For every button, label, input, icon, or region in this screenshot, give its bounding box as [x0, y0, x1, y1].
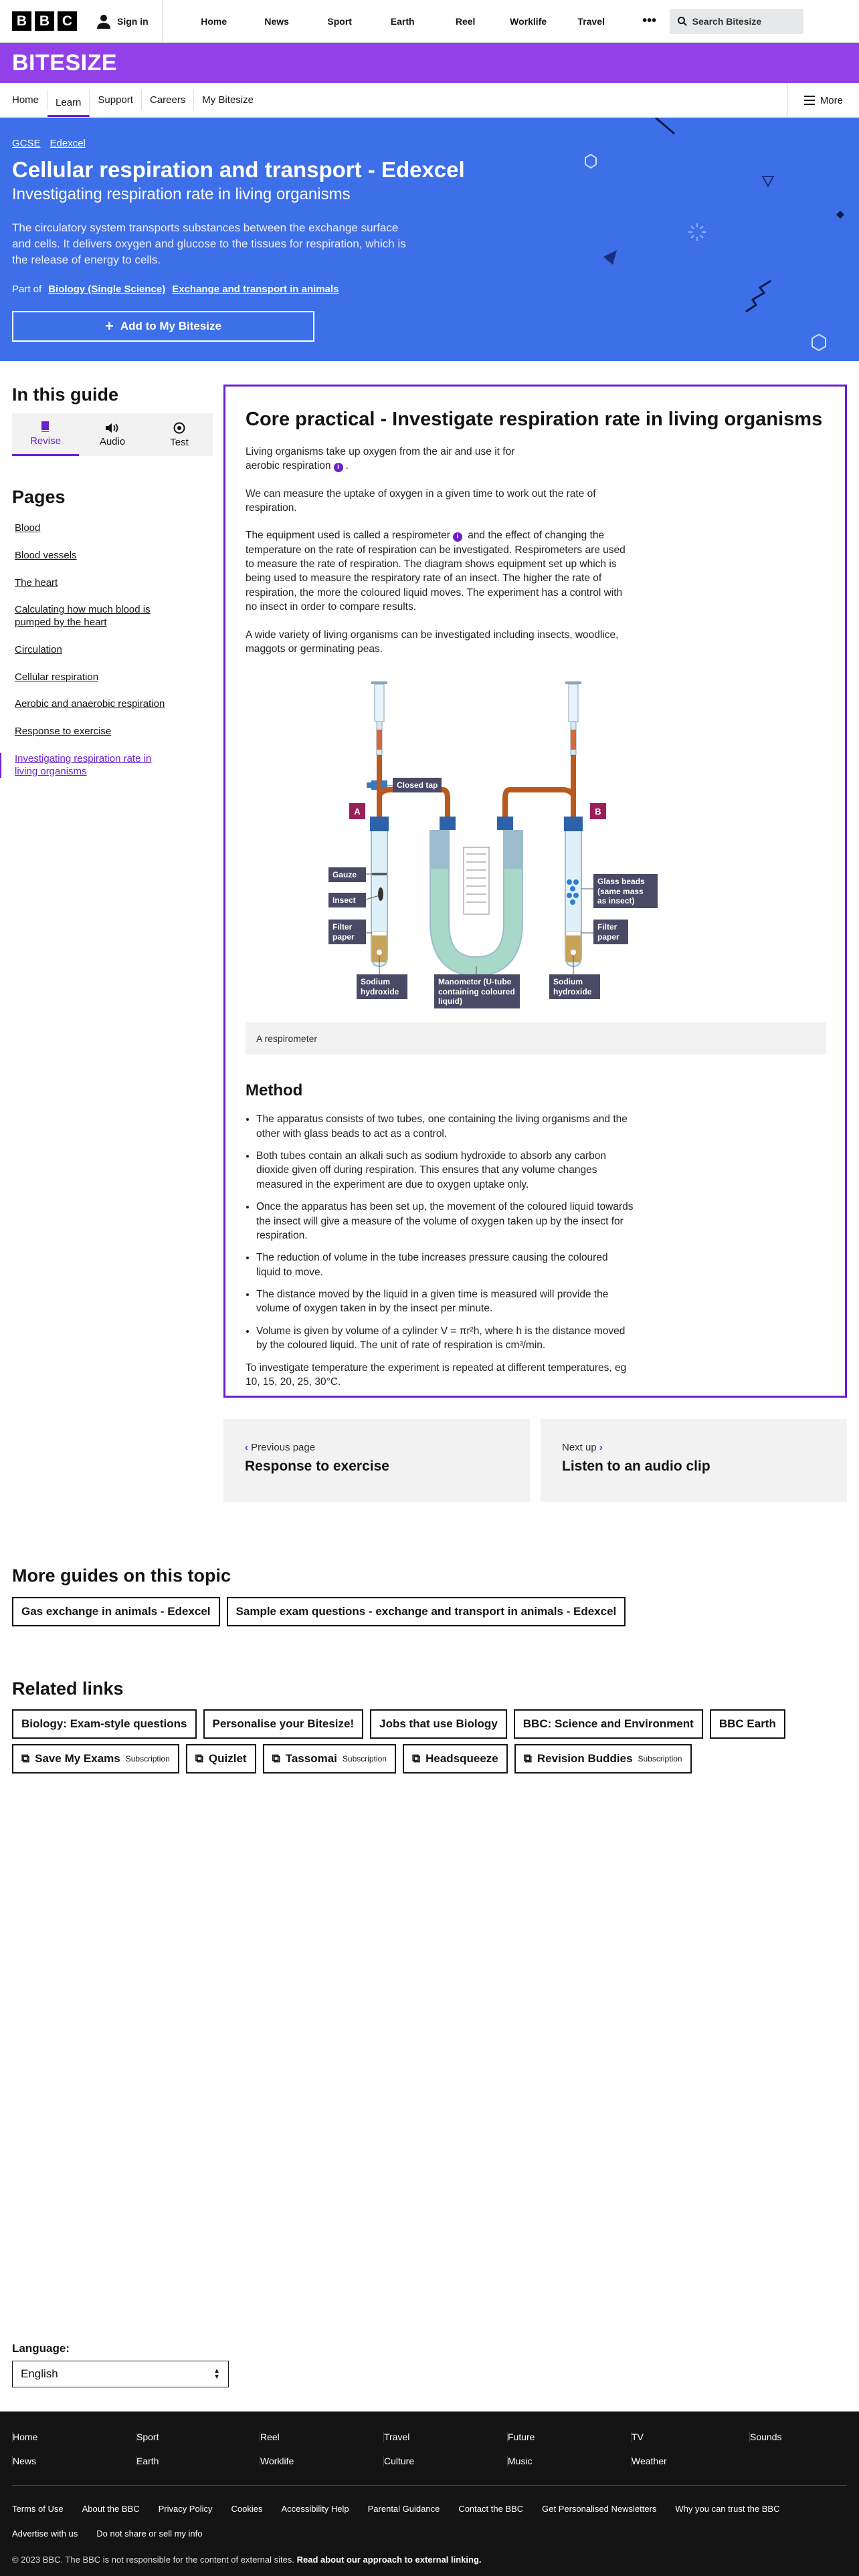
partof-label: Part of: [12, 284, 42, 296]
external-link-icon: ⧉: [21, 1752, 30, 1765]
article-paragraph: We can measure the uptake of oxygen in a given time to work out the rate of respiration.: [246, 488, 596, 514]
search-icon: [678, 17, 687, 26]
footer-link[interactable]: Reel: [260, 2432, 383, 2442]
external-link[interactable]: [514, 1744, 692, 1774]
link-label: Tassomai: [285, 1752, 337, 1765]
page-link-cellular-respiration[interactable]: Cellular respiration: [15, 671, 99, 683]
search-input[interactable]: [670, 9, 803, 34]
language-select[interactable]: [12, 2361, 229, 2387]
next-label-text: Next up: [562, 1442, 597, 1453]
pages-heading: Pages: [12, 487, 66, 507]
subnav-more-button[interactable]: [787, 83, 859, 118]
signin-label: Sign in: [117, 15, 149, 27]
quiz-icon: [173, 422, 185, 434]
footer-link[interactable]: Future: [507, 2432, 631, 2442]
more-menu-icon[interactable]: •••: [642, 13, 657, 28]
footer-link[interactable]: Sport: [136, 2432, 260, 2442]
footer-link[interactable]: Earth: [136, 2456, 260, 2466]
label-manometer: Manometer (U-tube containing coloured liquid): [434, 974, 520, 1008]
article-content: [223, 385, 847, 1398]
book-icon: [40, 421, 51, 433]
tab-label: Test: [170, 436, 189, 448]
footer-legal-link[interactable]: Do not share or sell my info: [96, 2529, 203, 2539]
subscription-tag: Subscription: [638, 1754, 682, 1763]
footer-nav: [12, 2432, 782, 2466]
decorative-shapes-icon: [569, 118, 859, 361]
external-link-icon: ⧉: [523, 1752, 532, 1765]
next-page-card[interactable]: [541, 1419, 847, 1502]
label-filter-paper-right: Filter paper: [593, 920, 628, 944]
footer-legal-link[interactable]: Why you can trust the BBC: [675, 2504, 780, 2514]
external-link-icon: ⧉: [272, 1752, 280, 1765]
more-guides-list: [12, 1597, 632, 1626]
partof-link-biology[interactable]: Biology (Single Science): [48, 284, 166, 296]
external-link[interactable]: [403, 1744, 508, 1774]
guide-link-sample-exam[interactable]: Sample exam questions - exchange and transport in animals - Edexcel: [227, 1597, 626, 1626]
related-link[interactable]: BBC Earth: [710, 1709, 785, 1739]
tab-label: Audio: [99, 435, 126, 447]
more-label: More: [820, 94, 843, 106]
global-nav: [183, 16, 623, 27]
external-link-icon: ⧉: [411, 1752, 421, 1765]
nav-sport[interactable]: Sport: [327, 15, 352, 27]
nav-home[interactable]: Home: [201, 15, 227, 27]
subnav-support[interactable]: Support: [90, 90, 142, 110]
paragraph-text: and the effect of changing the temperature on the rate of respiration can be investigated. Respirometers are used to measure the rate of respiration. The diagram shows equipment set up which is being used to measure the respiratory rate of an insect. The higher the rate of respiration, the more the coloured liquid moves. The experiment has a control with no insect in order to compare results.: [246, 530, 626, 613]
page-link-aerobic-anaerobic[interactable]: Aerobic and anaerobic respiration: [15, 698, 165, 710]
signin-link[interactable]: [97, 0, 163, 43]
related-link[interactable]: BBC: Science and Environment: [514, 1709, 703, 1739]
logo-letter: C: [58, 11, 77, 31]
label-glass-beads: Glass beads (same mass as insect): [593, 874, 658, 908]
bitesize-logo[interactable]: BITESIZE: [0, 43, 859, 83]
nav-reel[interactable]: Reel: [455, 15, 476, 27]
page-subtitle: Investigating respiration rate in living organisms: [12, 185, 351, 203]
method-list: [246, 1112, 825, 1352]
footer-legal-link[interactable]: Terms of Use: [12, 2504, 64, 2514]
related-links-row-2: [12, 1744, 698, 1774]
language-selector: [12, 2342, 229, 2387]
subscription-tag: Subscription: [342, 1754, 387, 1763]
bitesize-subnav: [0, 83, 859, 118]
bbc-logo[interactable]: [12, 11, 77, 31]
link-label: Headsqueeze: [425, 1752, 498, 1765]
label-insect: Insect: [328, 893, 366, 907]
diagram-caption: A respirometer: [246, 1023, 826, 1055]
external-link[interactable]: [263, 1744, 396, 1774]
related-link[interactable]: Personalise your Bitesize!: [203, 1709, 364, 1739]
tab-audio[interactable]: [79, 413, 146, 456]
footer-link[interactable]: Culture: [383, 2456, 507, 2466]
hero-banner: [0, 118, 859, 361]
label-b: B: [590, 803, 606, 819]
copyright-text: © 2023 BBC. The BBC is not responsible for the content of external sites.: [12, 2555, 294, 2565]
footer-legal-link[interactable]: Contact the BBC: [458, 2504, 524, 2514]
label-filter-paper-left: Filter paper: [328, 920, 366, 944]
footer-legal-link[interactable]: Parental Guidance: [367, 2504, 440, 2514]
link-label: Quizlet: [208, 1752, 247, 1765]
speaker-icon: [105, 423, 120, 433]
label-sodium-hydroxide-left: Sodium hydroxide: [357, 974, 407, 999]
label-gauze: Gauze: [328, 867, 366, 882]
select-arrows-icon: ▲ ▼: [213, 2367, 220, 2381]
tab-revise[interactable]: [12, 413, 79, 456]
list-item: • The apparatus consists of two tubes, one containing the living organisms and the other with glass beads to act as a control.: [256, 1112, 634, 1141]
footer-link[interactable]: Travel: [383, 2432, 507, 2442]
guide-heading: In this guide: [12, 385, 118, 405]
page-title: Cellular respiration and transport - Edexcel: [12, 157, 465, 182]
footer-link[interactable]: Home: [12, 2432, 136, 2442]
add-button-label: Add to My Bitesize: [120, 320, 221, 333]
subnav-my-bitesize[interactable]: My Bitesize: [202, 94, 254, 106]
next-title: Listen to an audio clip: [562, 1459, 710, 1474]
glossary-term[interactable]: aerobic respiration: [246, 460, 331, 472]
footer-legal-link[interactable]: Cookies: [231, 2504, 263, 2514]
paragraph-text: Living organisms take up oxygen from the air and use it for: [246, 445, 515, 457]
respirometer-diagram: [246, 668, 825, 1016]
page-link-calculating-blood[interactable]: Calculating how much blood is pumped by the heart: [15, 604, 151, 628]
footer-legal-links: [12, 2504, 847, 2539]
list-item: • Once the apparatus has been set up, the movement of the coloured liquid towards the insect will give a measure of the volume of oxygen taken up by the insect for respiration.: [256, 1200, 634, 1243]
info-icon[interactable]: i: [453, 532, 462, 542]
page-link-current[interactable]: Investigating respiration rate in living organisms: [0, 753, 159, 778]
respirometer-illustration: [246, 668, 826, 1016]
external-link-icon: ⧉: [195, 1752, 203, 1765]
related-link[interactable]: Jobs that use Biology: [370, 1709, 507, 1739]
guide-tabs: [12, 413, 213, 456]
list-item: • Volume is given by volume of a cylinder V = πr²h, where h is the distance moved by the coloured liquid. The unit of rate of respiration is cm³/min.: [256, 1324, 634, 1353]
subnav-learn[interactable]: Learn: [47, 90, 90, 117]
previous-page-card[interactable]: [223, 1419, 530, 1502]
footer-link[interactable]: Sounds: [750, 2432, 782, 2442]
page-link-response-exercise[interactable]: Response to exercise: [15, 726, 112, 737]
footer-legal-link[interactable]: Get Personalised Newsletters: [542, 2504, 657, 2514]
list-item: • Both tubes contain an alkali such as sodium hydroxide to absorb any carbon dioxide given off during respiration. This ensures that any volume changes measured in the experiment are due to oxygen uptake only.: [256, 1149, 634, 1192]
tab-label: Revise: [30, 435, 61, 447]
prev-title: Response to exercise: [245, 1459, 389, 1474]
list-item: • The reduction of volume in the tube increases pressure causing the coloured liquid to move.: [256, 1251, 634, 1279]
language-value: English: [21, 2367, 58, 2380]
footer-link[interactable]: Worklife: [260, 2456, 383, 2466]
list-item: • The distance moved by the liquid in a given time is measured will provide the volume of oxygen taken in by the insect per minute.: [256, 1287, 634, 1316]
language-label: Language:: [12, 2342, 70, 2355]
external-link[interactable]: [186, 1744, 256, 1774]
footer-legal-link[interactable]: About the BBC: [82, 2504, 140, 2514]
nav-travel[interactable]: Travel: [577, 15, 605, 27]
footer-legal-link[interactable]: Accessibility Help: [281, 2504, 349, 2514]
link-label: Save My Exams: [35, 1752, 120, 1765]
footer-divider: [12, 2485, 847, 2486]
more-guides-heading: More guides on this topic: [12, 1566, 231, 1586]
chevron-left-icon: ‹: [245, 1442, 252, 1453]
partof-link-exchange[interactable]: Exchange and transport in animals: [172, 284, 339, 296]
glossary-term[interactable]: respirometer: [391, 530, 450, 542]
plus-icon: +: [105, 318, 114, 335]
link-label: Revision Buddies: [537, 1752, 633, 1765]
global-header: [0, 0, 859, 43]
page-link-heart[interactable]: The heart: [15, 576, 58, 588]
label-closed-tap: Closed tap: [393, 778, 442, 792]
chevron-right-icon: ›: [596, 1442, 603, 1453]
nav-worklife[interactable]: Worklife: [510, 15, 547, 27]
subnav-home[interactable]: Home: [4, 90, 47, 110]
sidebar: [12, 385, 213, 792]
footer-link[interactable]: News: [12, 2456, 136, 2466]
info-icon[interactable]: i: [334, 463, 343, 472]
hamburger-icon: [804, 96, 815, 105]
footer-legal-link[interactable]: Advertise with us: [12, 2529, 78, 2539]
article-paragraph: [246, 528, 634, 614]
logo-letter: B: [35, 11, 54, 31]
breadcrumb-edexcel[interactable]: Edexcel: [50, 138, 86, 149]
prev-label-text: Previous page: [251, 1442, 316, 1453]
topic-summary: The circulatory system transports substances between the exchange surface and cells. It delivers oxygen and glucose to the tissues for respiration, which is the release of energy to cells.: [12, 221, 406, 266]
external-linking-link[interactable]: Read about our approach to external linking.: [296, 2555, 482, 2565]
nav-earth[interactable]: Earth: [390, 15, 415, 27]
article-title: Core practical - Investigate respiration rate in living organisms: [246, 409, 823, 430]
label-a: A: [349, 803, 365, 819]
copyright: [12, 2555, 482, 2565]
page-link-blood-vessels[interactable]: Blood vessels: [15, 549, 77, 561]
search-placeholder: Search Bitesize: [692, 15, 762, 27]
page-link-blood[interactable]: Blood: [15, 522, 41, 534]
footer-link[interactable]: Weather: [631, 2456, 755, 2466]
related-links-heading: Related links: [12, 1679, 124, 1699]
related-links-row-1: [12, 1709, 792, 1739]
guide-link-gas-exchange[interactable]: Gas exchange in animals - Edexcel: [12, 1597, 220, 1626]
pages-list: [12, 522, 213, 778]
paragraph-text: The equipment used is called a: [246, 530, 389, 542]
nav-news[interactable]: News: [264, 15, 289, 27]
article-paragraph: A wide variety of living organisms can be investigated including insects, woodlice, maggots or germinating peas.: [246, 629, 619, 655]
breadcrumb-gcse[interactable]: GCSE: [12, 138, 41, 149]
user-icon: [97, 14, 110, 29]
footer-legal-link[interactable]: Privacy Policy: [158, 2504, 213, 2514]
related-link[interactable]: Biology: Exam-style questions: [12, 1709, 197, 1739]
footer-link[interactable]: Music: [507, 2456, 631, 2466]
add-to-my-bitesize-button[interactable]: [12, 311, 314, 342]
subnav-careers[interactable]: Careers: [142, 90, 194, 110]
footer-link[interactable]: TV: [631, 2432, 755, 2442]
closing-paragraph: To investigate temperature the experiment is repeated at different temperatures, eg 10, 15, 20, 25, 30°C.: [246, 1362, 627, 1388]
logo-letter: B: [12, 11, 31, 31]
prev-label: [245, 1442, 508, 1453]
article-paragraph: Living organisms take up oxygen from the air and use it for aerobic respiration i .: [246, 445, 515, 472]
label-sodium-hydroxide-right: Sodium hydroxide: [549, 974, 600, 999]
page-link-circulation[interactable]: Circulation: [15, 643, 62, 655]
tab-test[interactable]: [146, 413, 213, 456]
external-link[interactable]: [12, 1744, 179, 1774]
next-label: [562, 1442, 826, 1453]
subscription-tag: Subscription: [125, 1754, 170, 1763]
method-heading: Method: [246, 1081, 303, 1100]
footer: [0, 2411, 859, 2576]
